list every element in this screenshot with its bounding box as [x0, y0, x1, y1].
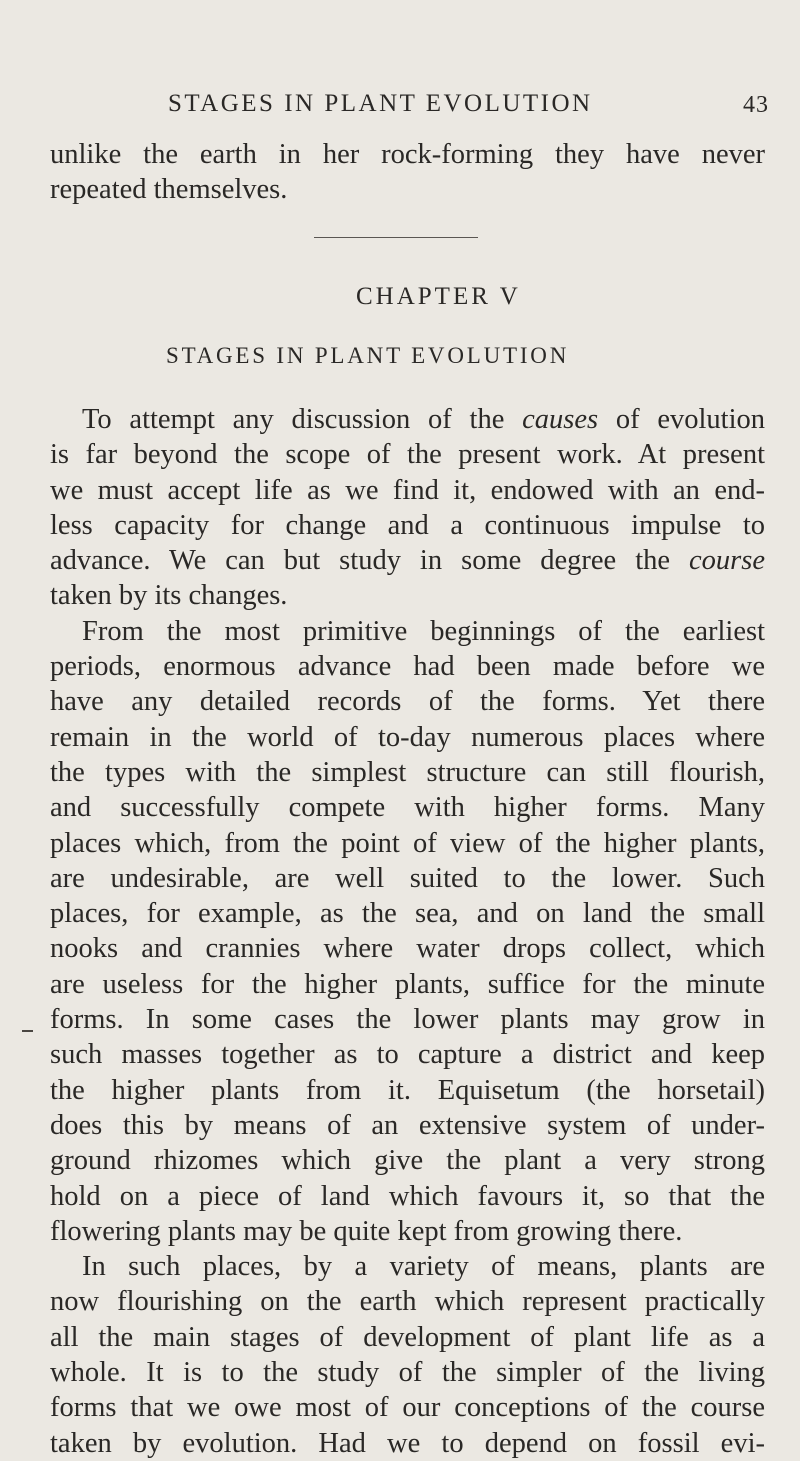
text-line — [50, 402, 765, 437]
running-head: STAGES IN PLANT EVOLUTION — [168, 90, 593, 117]
text-line: ground rhizomes which give the plant a very strong — [50, 1145, 765, 1177]
text-line: forms. In some cases the lower plants may grow in — [50, 1004, 765, 1036]
text-line — [50, 543, 765, 578]
text-line: now flourishing on the earth which represent practically — [50, 1286, 765, 1318]
chapter-body — [50, 402, 765, 1461]
text-line: periods, enormous advance had been made before we — [50, 651, 765, 683]
text-line: unlike the earth in her rock-forming they have never — [50, 139, 765, 170]
text-line: taken by evolution. Had we to depend on fossil evi- — [50, 1427, 765, 1459]
section-divider — [314, 237, 478, 238]
text-run: of evolution — [598, 404, 765, 435]
italic-term: causes — [522, 404, 599, 435]
chapter-number: CHAPTER V — [356, 283, 521, 310]
text-line: have any detailed records of the forms. Yet there — [50, 686, 765, 718]
text-line: the types with the simplest structure can still flourish, — [50, 756, 765, 788]
text-line: repeated themselves. — [50, 174, 288, 206]
text-line: is far beyond the scope of the present work. At present — [50, 439, 765, 471]
text-line: does this by means of an extensive system of under- — [50, 1109, 765, 1141]
text-line: places, for example, as the sea, and on land the small — [50, 898, 765, 930]
text-line: whole. It is to the study of the simpler of the living — [50, 1357, 765, 1389]
text-line: flowering plants may be quite kept from growing there. — [50, 1215, 683, 1247]
text-run: advance. We can but study in some degree the — [50, 545, 690, 577]
text-line: taken by its changes. — [50, 580, 288, 612]
text-line: are undesirable, are well suited to the lower. Such — [50, 862, 765, 894]
text-line: less capacity for change and a continuous impulse to — [50, 509, 765, 541]
text-line: remain in the world of to-day numerous places where — [50, 721, 765, 753]
page-number: 43 — [743, 92, 769, 118]
text-line: In such places, by a variety of means, plants are — [82, 1251, 765, 1283]
text-line: From the most primitive beginnings of the earliest — [82, 615, 765, 647]
text-line: we must accept life as we find it, endowed with an end- — [50, 474, 765, 506]
text-line: places which, from the point of view of the higher plants, — [50, 827, 765, 859]
italic-term: course — [689, 545, 765, 577]
text-line: hold on a piece of land which favours it, so that the — [50, 1180, 765, 1212]
text-line: are useless for the higher plants, suffice for the minute — [50, 968, 765, 1000]
margin-mark — [22, 1030, 33, 1032]
text-line: nooks and crannies where water drops collect, which — [50, 933, 765, 965]
opening-paragraph — [50, 137, 765, 208]
text-line: and successfully compete with higher forms. Many — [50, 792, 765, 824]
text-line: such masses together as to capture a district and keep — [50, 1039, 765, 1071]
text-line: the higher plants from it. Equisetum (the horsetail) — [50, 1074, 765, 1106]
text-line: all the main stages of development of plant life as a — [50, 1321, 765, 1353]
text-run: To attempt any discussion of the — [82, 404, 523, 435]
chapter-title: STAGES IN PLANT EVOLUTION — [166, 343, 570, 368]
text-line: forms that we owe most of our conceptions of the course — [50, 1392, 765, 1424]
